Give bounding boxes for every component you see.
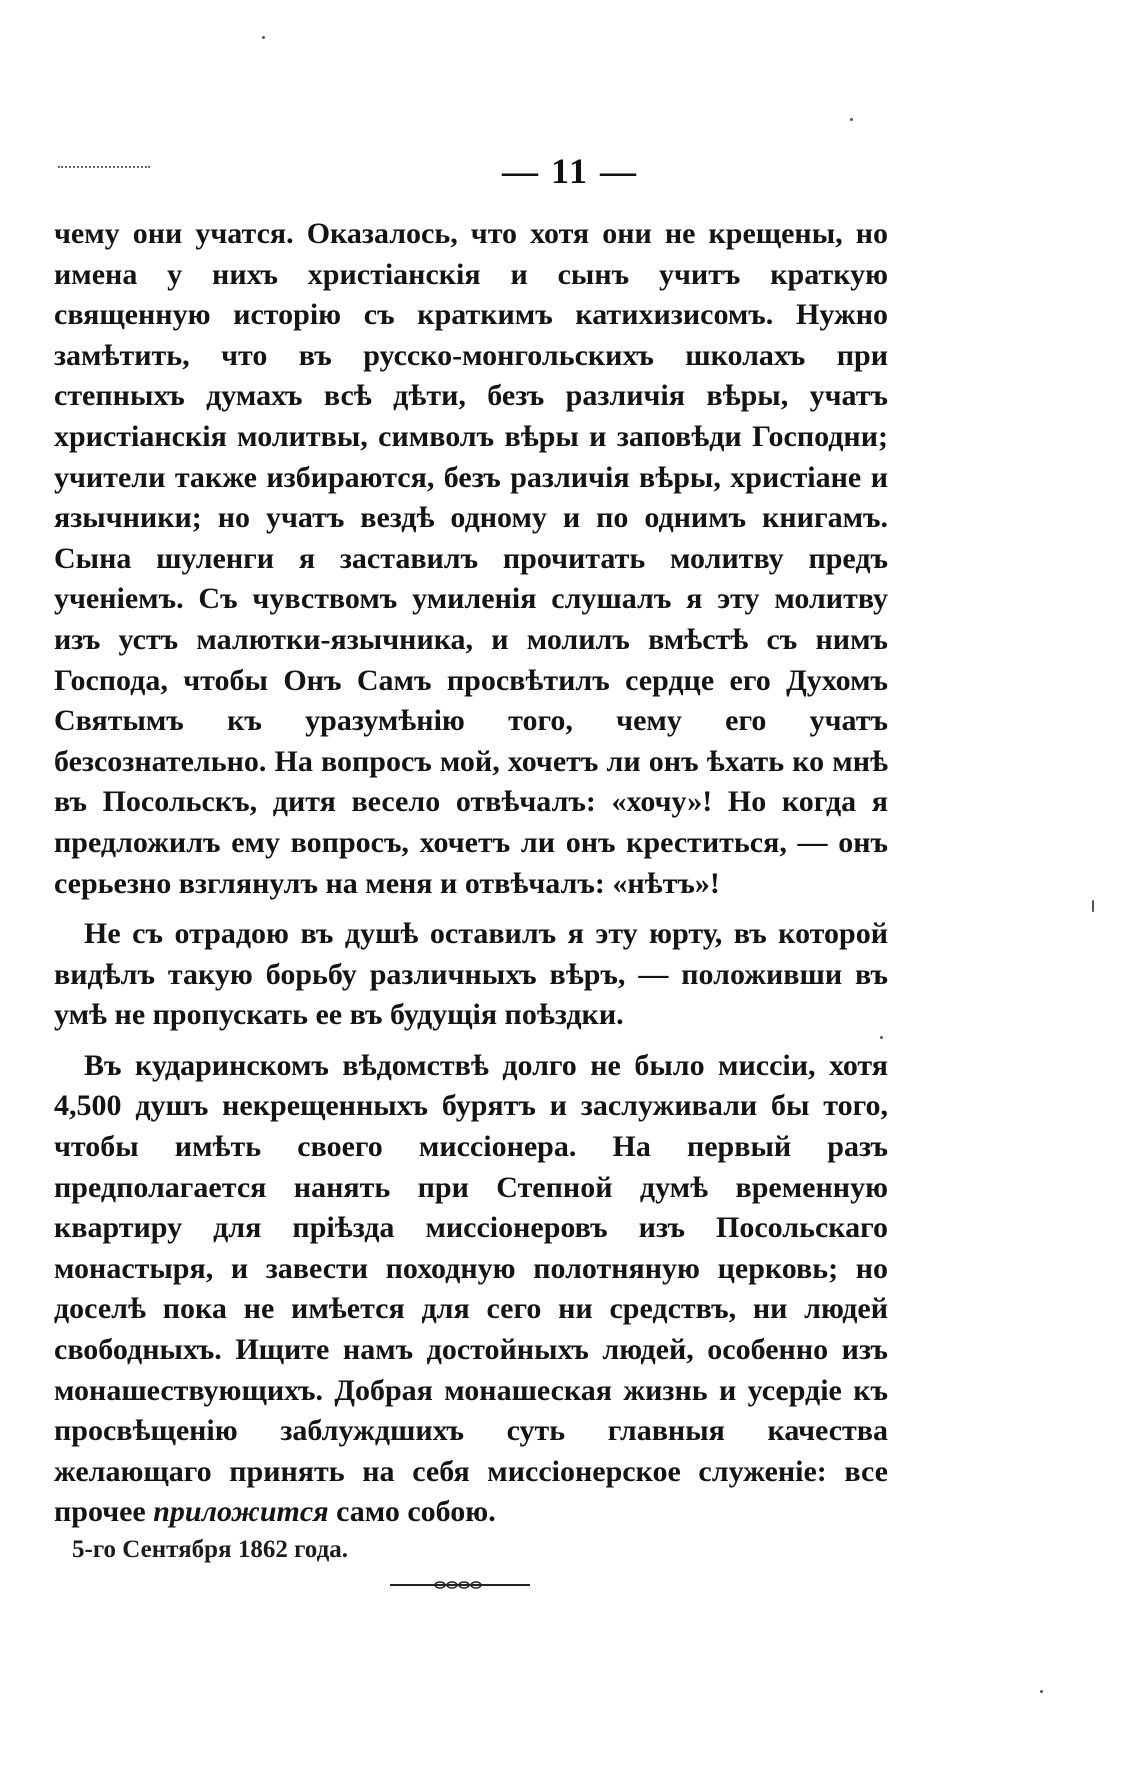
paragraph-3	[54, 1046, 888, 1533]
paragraph-2: Не съ отрадою въ душѣ оставилъ я эту юрту, въ которой видѣлъ такую борьбу различныхъ вѣръ, — положивши въ умѣ не пропускать ее въ будущія поѣздки.	[54, 917, 888, 1032]
scan-speck	[1092, 900, 1094, 912]
paragraph-1: чему они учатся. Оказалось, что хотя они не крещены, но имена у нихъ христіанскія и сынъ учитъ краткую священную исторію съ краткимъ катихизисомъ. Нужно замѣтить, что въ русско-монгольскихъ школахъ при степныхъ думахъ всѣ дѣти, безъ различія вѣры, учатъ христіанскія молитвы, символъ вѣры и заповѣди Господни; учители также избираются, безъ различія вѣры, христіане и язычники; но учатъ вездѣ одному и по однимъ книгамъ. Сына шуленги я заставилъ прочитать молитву предъ ученіемъ. Съ чувствомъ умиленія слушалъ я эту молитву изъ устъ малютки-язычника, и молилъ вмѣстѣ съ нимъ Господа, чтобы Онъ Самъ просвѣтилъ сердце его Духомъ Святымъ къ уразумѣнію того, чему его учатъ безсознательно. На вопросъ мой, хочетъ ли онъ ѣхать ко мнѣ въ Посольскъ, дитя весело отвѣчалъ: «хочу»! Но когда я предложилъ ему вопросъ, хочетъ ли онъ креститься, — онъ серьезно взглянулъ на меня и отвѣчалъ: «нѣтъ»!	[54, 217, 888, 900]
body-text	[54, 214, 888, 1533]
scan-speck	[262, 36, 265, 39]
date-signature: 5-го Сентября 1862 года.	[72, 1536, 348, 1563]
scan-speck	[850, 118, 853, 121]
paragraph-3-ending: само собою.	[336, 1495, 496, 1529]
paragraph-3-italic-word: приложится	[153, 1495, 329, 1529]
paragraph-3-text: Въ кударинскомъ вѣдомствѣ долго не было миссіи, хотя 4,500 душъ некрещенныхъ бурятъ и заслуживали бы того, чтобы имѣть своего миссіонера. На первый разъ предполагается нанять при Степной думѣ временную квартиру для пріѣзда миссіонеровъ изъ Посольскаго монастыря, и завести походную полотняную церковь; но доселѣ пока не имѣется для сего ни средствъ, ни людей свободныхъ. Ищите намъ достойныхъ людей, особенно изъ монашествующихъ. Добрая монашеская жизнь и усердіе къ просвѣщенію заблуждшихъ суть главныя качества желающаго принять на себя миссіонерское служеніе: все прочее	[54, 1048, 888, 1529]
page-number: — 11 —	[501, 151, 638, 191]
scan-speck	[1040, 1690, 1043, 1693]
end-ornament-rule	[390, 1580, 530, 1590]
scan-speck	[880, 1036, 883, 1039]
